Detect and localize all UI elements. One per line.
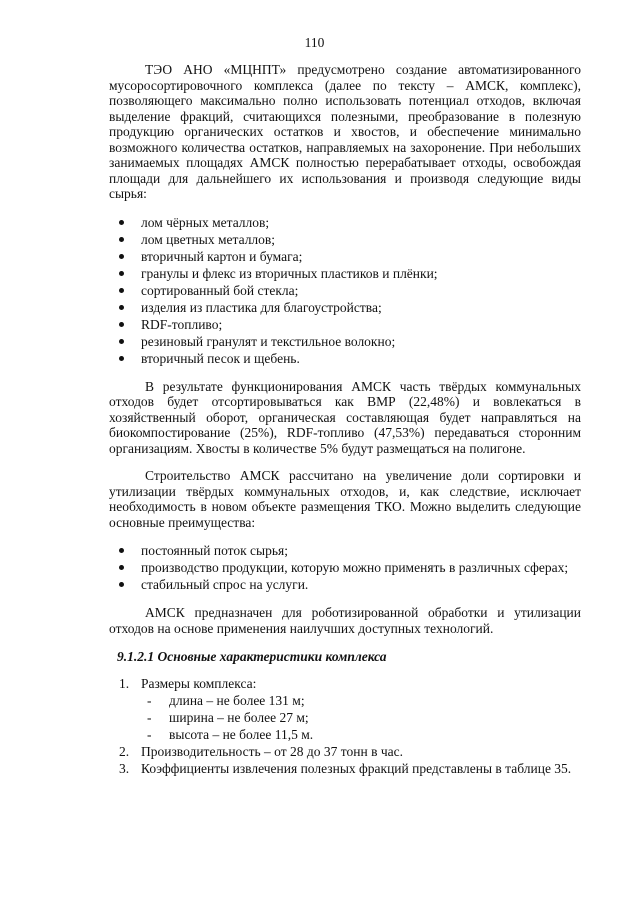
list-item: стабильный спрос на услуги. bbox=[109, 576, 581, 593]
list-item: постоянный поток сырья; bbox=[109, 542, 581, 559]
item-number: 2. bbox=[119, 744, 130, 759]
list-item: сортированный бой стекла; bbox=[109, 282, 581, 299]
item-text: Коэффициенты извлечения полезных фракций представлены в таблице 35. bbox=[141, 761, 572, 776]
list-item: лом чёрных металлов; bbox=[109, 214, 581, 231]
numbered-item bbox=[109, 760, 581, 777]
results-paragraph: В результате функционирования АМСК часть твёрдых коммунальных отходов будет отсортировываться как ВМР (22,48%) и вовлекаться в хозяйственный оборот, органическая составляющая будет направляться на биокомпостирование (25%), RDF-топливо (47,53%) передаваться сторонним организациям. Хвосты в количестве 5% будут размещаться на полигоне. bbox=[109, 378, 581, 456]
list-item: вторичный песок и щебень. bbox=[109, 350, 581, 367]
purpose-paragraph: АМСК предназначен для роботизированной обработки и утилизации отходов на основе применения наилучших доступных технологий. bbox=[109, 605, 581, 636]
construction-paragraph: Строительство АМСК рассчитано на увеличение доли сортировки и утилизации твёрдых коммунальных отходов, и, как следствие, исключает необходимость в новом объекте размещения ТКО. Можно выделить следующие основные преимущества: bbox=[109, 468, 581, 530]
intro-paragraph: ТЭО АНО «МЦНПТ» предусмотрено создание автоматизированного мусоросортировочного комплекса (далее по тексту – АМСК, комплекс), позволяющего максимально полно использовать потенциал отходов, включая выделение фракций, считающихся полезными, преобразование в полезную продукцию органических остатков и хвостов, и обеспечение минимально возможного количества остатков, направляемых на захоронение. При небольших занимаемых площадях АМСК полностью перерабатывает отходы, освобождая площади для дальнейшего их использования и производя следующие виды сырья: bbox=[109, 62, 581, 201]
list-item: - высота – не более 11,5 м. bbox=[141, 726, 581, 743]
list-item: - ширина – не более 27 м; bbox=[141, 709, 581, 726]
item-text: Размеры комплекса: bbox=[141, 676, 257, 691]
advantages-list bbox=[109, 542, 581, 593]
page-content bbox=[109, 62, 581, 777]
raw-materials-list bbox=[109, 214, 581, 367]
list-item: лом цветных металлов; bbox=[109, 231, 581, 248]
list-item: гранулы и флекс из вторичных пластиков и плёнки; bbox=[109, 265, 581, 282]
item-number: 3. bbox=[119, 761, 130, 776]
item-text: Производительность – от 28 до 37 тонн в час. bbox=[141, 744, 403, 759]
list-item: RDF-топливо; bbox=[109, 316, 581, 333]
page-number: 110 bbox=[304, 35, 325, 50]
numbered-item bbox=[109, 743, 581, 760]
list-item: резиновый гранулят и текстильное волокно; bbox=[109, 333, 581, 350]
list-item: изделия из пластика для благоустройства; bbox=[109, 299, 581, 316]
list-item: вторичный картон и бумага; bbox=[109, 248, 581, 265]
section-heading: 9.1.2.1 Основные характеристики комплекса bbox=[117, 649, 387, 664]
numbered-item bbox=[109, 675, 581, 743]
list-item: - длина – не более 131 м; bbox=[141, 692, 581, 709]
item-number: 1. bbox=[119, 676, 130, 691]
list-item: производство продукции, которую можно применять в различных сферах; bbox=[109, 559, 581, 576]
dimensions-list bbox=[141, 692, 581, 743]
characteristics-list bbox=[109, 675, 581, 777]
